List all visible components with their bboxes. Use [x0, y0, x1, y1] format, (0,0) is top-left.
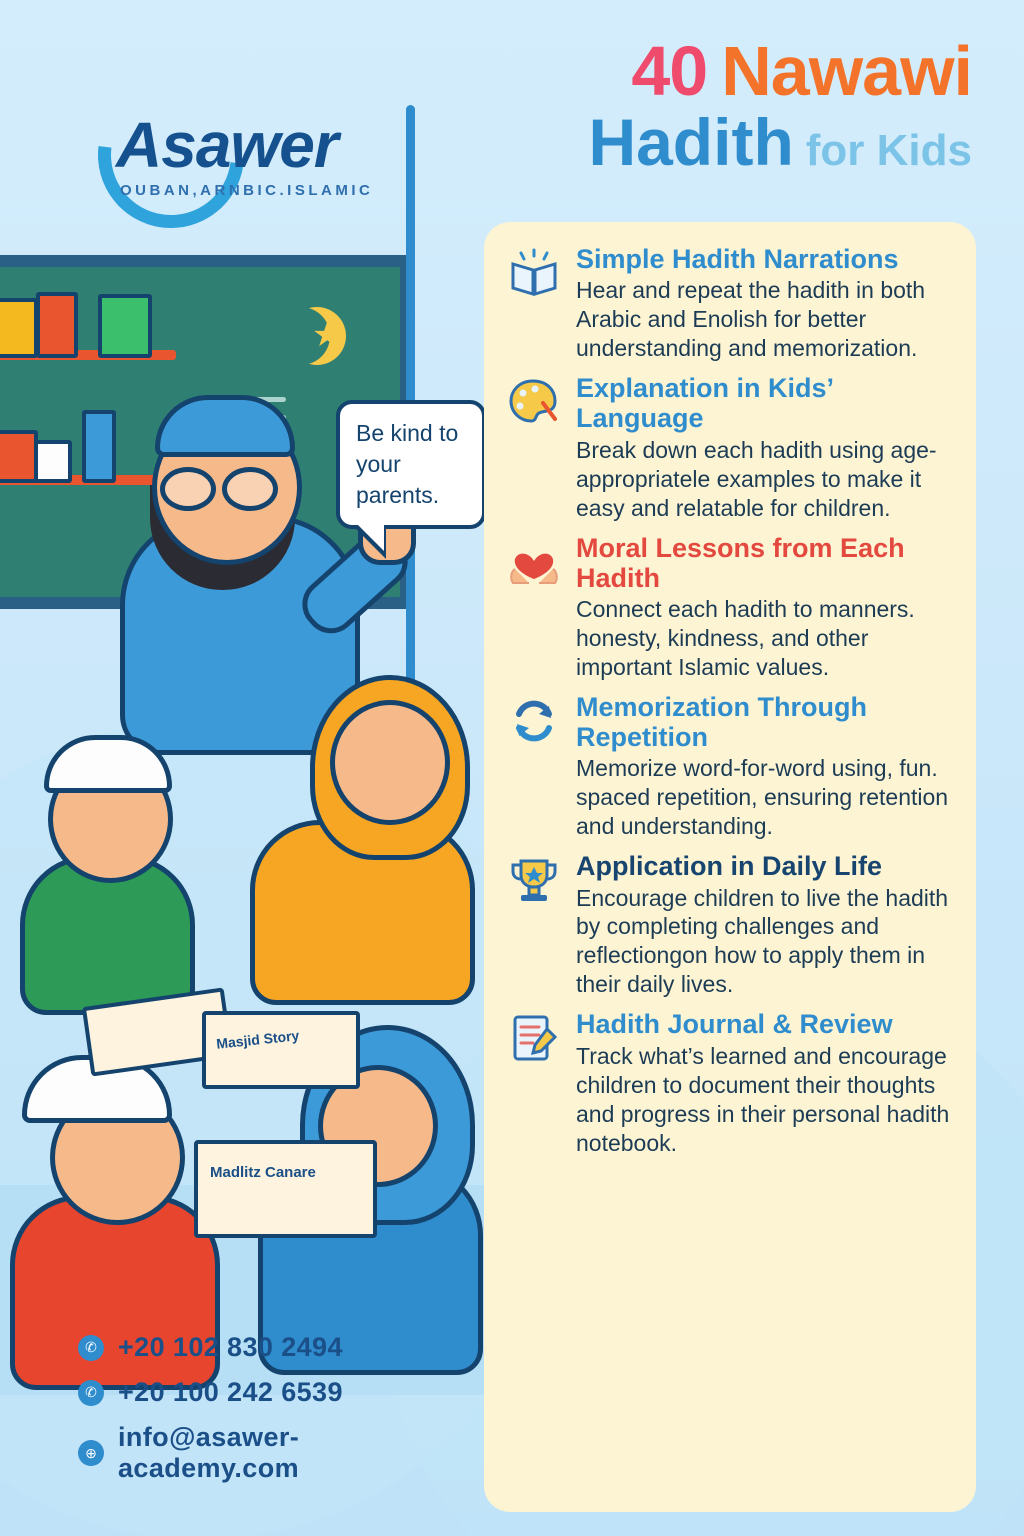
book	[98, 294, 152, 358]
title-line-2	[588, 105, 972, 180]
brand-tagline: OUBAN,ARNBIC.ISLAMIC	[120, 182, 374, 199]
contact-phone-2: +20 100 242 6539	[118, 1377, 343, 1407]
star-icon: ★	[312, 316, 343, 354]
poster-title	[588, 32, 972, 180]
features-card	[484, 222, 976, 1512]
classroom-illustration	[0, 235, 500, 1395]
feature-desc: Break down each hadith using age-appropriatele examples to make it easy and relatable for children.	[576, 436, 937, 521]
feature-item	[506, 692, 950, 841]
feature-title: Explanation in Kids’ Language	[576, 373, 833, 434]
contact-row-phone-1[interactable]	[78, 1332, 478, 1363]
feature-item	[506, 244, 950, 363]
heart-in-hands-icon	[506, 533, 562, 682]
globe-icon: ⊕	[78, 1440, 104, 1466]
title-word: Nawawi	[721, 32, 972, 110]
feature-title: Hadith Journal & Review	[576, 1009, 893, 1040]
contact-email: info@asawer-academy.com	[118, 1422, 300, 1483]
child-orange-head	[330, 700, 450, 825]
book	[82, 410, 116, 483]
teacher-glasses-right	[222, 467, 278, 511]
title-hadith: Hadith	[588, 105, 794, 180]
title-number: 40	[631, 32, 708, 110]
feature-title: Memorization Through Repetition	[576, 691, 867, 753]
feature-item	[506, 851, 950, 999]
book	[34, 440, 72, 483]
brand-logo	[38, 30, 388, 200]
contact-block	[78, 1332, 478, 1498]
repeat-arrows-icon	[506, 692, 562, 841]
contact-row-email[interactable]	[78, 1422, 478, 1484]
book	[0, 298, 38, 358]
speech-bubble: Be kind to your parents.	[336, 400, 486, 529]
feature-desc: Track what’s learned and encourage children to document their thoughts and progress in their personal hadith notebook.	[576, 1042, 950, 1156]
phone-icon: ✆	[78, 1380, 104, 1406]
teacher-glasses-left	[160, 467, 216, 511]
open-book-labeled	[202, 1011, 360, 1089]
palette-icon	[506, 373, 562, 522]
brand-name: Asawer	[116, 109, 338, 181]
feature-title: Application in Daily Life	[576, 851, 883, 882]
contact-row-phone-2[interactable]	[78, 1377, 478, 1408]
feature-title: Simple Hadith Narrations	[576, 244, 899, 274]
phone-icon: ✆	[78, 1335, 104, 1361]
feature-item	[506, 373, 950, 522]
open-book-labeled-2	[194, 1140, 377, 1238]
feature-item	[506, 1009, 950, 1157]
feature-desc: Memorize word-for-word using, fun. spaced repetition, ensuring retention and understanding.	[576, 755, 949, 840]
feature-desc: Hear and repeat the hadith in both Arabic and Enolish for better understanding and memorization.	[576, 277, 926, 362]
title-line-1	[588, 32, 972, 110]
contact-phone-1: +20 102 830 2494	[118, 1332, 343, 1362]
title-for-kids: for Kids	[805, 126, 972, 176]
book-label-1: Masjid Story	[215, 1027, 300, 1052]
book	[36, 292, 78, 358]
trophy-icon	[506, 851, 562, 999]
feature-item	[506, 533, 950, 682]
feature-desc: Encourage children to live the hadith by completing challenges and reflectiongon how to apply them in their daily lives.	[576, 884, 949, 998]
notebook-pencil-icon	[506, 1009, 562, 1157]
feature-title: Moral Lessons from Each Hadith	[576, 532, 905, 593]
book	[0, 430, 38, 483]
feature-desc: Connect each hadith to manners. honesty, kindness, and other important Islamic values.	[576, 595, 915, 680]
open-book-icon	[506, 244, 562, 363]
book-label-2: Madlitz Canare	[210, 1164, 316, 1181]
